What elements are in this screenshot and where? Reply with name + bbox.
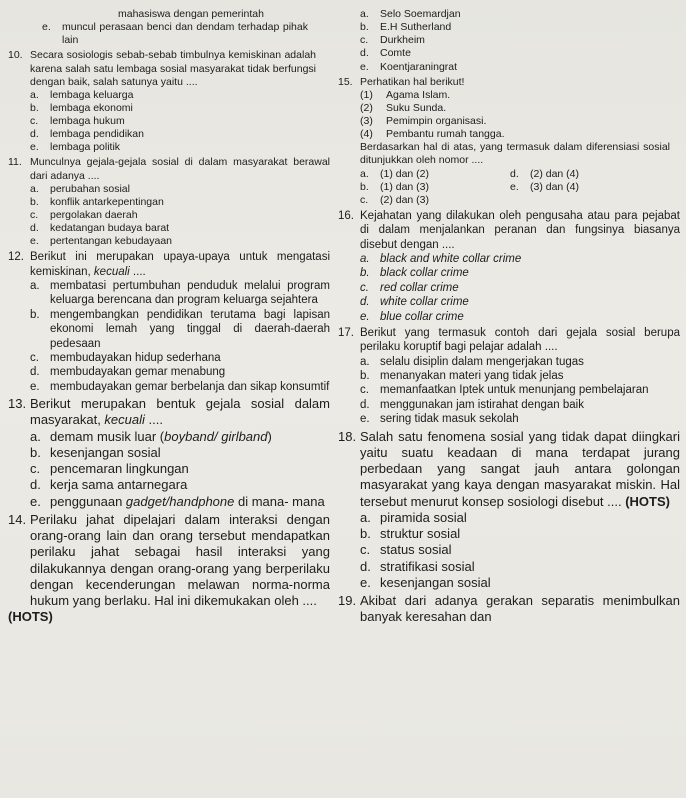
q10-option[interactable] <box>30 102 330 115</box>
q11-option[interactable] <box>30 235 330 248</box>
option-text: lembaga pendidikan <box>50 128 144 141</box>
option-text: memanfaatkan Iptek untuk menunjang pembelajaran <box>380 384 649 397</box>
q9-option[interactable] <box>360 8 680 21</box>
q12-option[interactable] <box>30 308 330 351</box>
q14-stem: Perilaku jahat dipelajari dalam interaksi dengan orang-orang lain dan orang tersebut mendapatkan perilaku jahat sebagai hasil interaksi yang dilakukannya dengan orang-orang yang berperilaku dengan kecenderungan melawan norma-norma hukum yang berlaku. Hal ini dikemukakan oleh .... <box>30 511 330 608</box>
q13-option[interactable] <box>30 494 330 510</box>
q11-option[interactable] <box>30 222 330 235</box>
option-letter: b. <box>360 267 370 280</box>
q17-option[interactable] <box>360 412 680 426</box>
option-letter: d. <box>360 398 370 411</box>
q15-number: 15. <box>338 75 353 88</box>
q16-option[interactable] <box>360 281 680 295</box>
statement-number: (4) <box>360 128 373 141</box>
option-text: blue collar crime <box>380 310 464 323</box>
q17-option[interactable] <box>360 383 680 397</box>
q11-stem: Munculnya gejala-gejala sosial di dalam masyarakat berawal dari adanya .... <box>30 156 330 182</box>
q15-statements <box>360 89 680 142</box>
option-text: lembaga politik <box>50 141 121 154</box>
option-letter: c. <box>30 461 41 476</box>
q16-option[interactable] <box>360 295 680 309</box>
question-9-continued <box>8 8 330 47</box>
option-text-end: di mana- mana <box>234 493 325 509</box>
q9-options <box>360 8 680 74</box>
q9-option-text: muncul perasaan benci dan dendam terhadap pihak lain <box>62 21 308 47</box>
option-letter: e. <box>30 141 39 154</box>
q13-option[interactable] <box>30 445 330 461</box>
option-text-italic: boyband/ girlband <box>164 428 268 444</box>
option-text: perubahan sosial <box>50 182 130 195</box>
option-text: black collar crime <box>380 267 469 280</box>
q16-options <box>360 252 680 324</box>
option-text: membudayakan gemar menabung <box>50 366 226 379</box>
option-letter: b. <box>360 370 370 382</box>
q12-number: 12. <box>8 251 24 264</box>
q18-option[interactable] <box>360 542 680 558</box>
option-text: konflik antarkepentingan <box>50 195 164 208</box>
q10-option[interactable] <box>30 115 330 128</box>
option-text: penggunaan <box>50 493 126 509</box>
q16-option[interactable] <box>360 310 680 324</box>
option-text: pertentangan kebudayaan <box>50 235 173 248</box>
statement-text: Suku Sunda. <box>386 101 447 114</box>
q17-number: 17. <box>338 326 354 339</box>
q16-stem: Kejahatan yang dilakukan oleh pengusaha atau para pejabat di dalam menjalankan peranan dan fungsinya biasanya disebut dengan .... <box>360 209 680 251</box>
option-letter: d. <box>30 128 39 141</box>
option-text: lembaga ekonomi <box>50 101 133 114</box>
option-text: red collar crime <box>380 281 459 294</box>
option-letter: e. <box>30 235 39 248</box>
question-10 <box>8 49 330 154</box>
q15-options <box>360 168 680 207</box>
option-text: kesenjangan sosial <box>380 574 491 590</box>
q18-number: 18. <box>338 428 357 444</box>
option-text: Durkheim <box>380 34 425 47</box>
q15-option[interactable] <box>360 194 510 207</box>
q13-option[interactable] <box>30 461 330 477</box>
option-letter: e. <box>360 60 369 73</box>
statement-number: (3) <box>360 115 373 127</box>
q15-statement <box>360 115 680 128</box>
q16-number: 16. <box>338 209 354 222</box>
option-text: kesenjangan sosial <box>50 444 161 460</box>
option-letter: d. <box>30 477 41 493</box>
option-letter: c. <box>360 542 371 558</box>
option-text: selalu disiplin dalam mengerjakan tugas <box>380 355 584 368</box>
question-17 <box>338 326 680 427</box>
option-text-end: ) <box>267 428 272 444</box>
option-letter: c. <box>360 34 369 47</box>
q13-stem-end: .... <box>144 412 163 428</box>
option-letter: d. <box>360 296 370 309</box>
option-text: membudayakan hidup sederhana <box>50 351 221 364</box>
option-text: menanyakan materi yang tidak jelas <box>380 370 564 382</box>
q11-number: 11. <box>8 156 22 169</box>
q15-note: Berdasarkan hal di atas, yang termasuk dalam diferensiasi sosial ditunjukkan oleh nomor .... <box>360 141 670 167</box>
q16-option[interactable] <box>360 252 680 266</box>
q10-stem: Secara sosiologis sebab-sebab timbulnya kemiskinan adalah karena salah satu lembaga sosial masyarakat tidak berfungsi dengan baik, salah satunya yaitu .... <box>30 49 316 88</box>
option-letter: b. <box>30 195 39 208</box>
option-letter: b. <box>30 444 41 460</box>
question-18 <box>338 429 680 592</box>
question-9-options <box>338 8 680 74</box>
q18-hots-tag: (HOTS) <box>625 493 670 509</box>
option-letter: c. <box>360 281 369 294</box>
option-text: membatasi pertumbuhan penduduk melalui program keluarga berencana dan program keluarga sejahtera <box>50 280 330 307</box>
q9-option[interactable] <box>360 34 680 47</box>
q15-statement <box>360 102 680 115</box>
option-letter: d. <box>510 167 519 180</box>
question-16 <box>338 209 680 324</box>
q18-option[interactable] <box>360 559 680 575</box>
q12-options <box>30 279 330 394</box>
option-letter: e. <box>360 413 370 426</box>
option-letter: c. <box>360 193 369 206</box>
option-letter: c. <box>360 384 369 397</box>
option-letter: e. <box>30 493 41 509</box>
option-text: (2) dan (3) <box>380 193 430 206</box>
q17-option[interactable] <box>360 369 680 383</box>
q10-number: 10. <box>8 49 23 62</box>
option-letter: c. <box>30 208 39 221</box>
option-letter: a. <box>360 509 371 525</box>
question-14 <box>8 512 330 625</box>
q15-stem: Perhatikan hal berikut! <box>360 75 465 88</box>
option-text: (3) dan (4) <box>530 180 580 193</box>
option-text: mengembangkan pendidikan terutama bagi lapisan ekonomi lemah yang tinggal di daerah-daerah pedesaan <box>50 308 330 350</box>
q9-option[interactable] <box>360 21 680 34</box>
statement-text: Pemimpin organisasi. <box>386 115 487 127</box>
q17-option[interactable] <box>360 355 680 369</box>
option-letter: a. <box>30 182 39 195</box>
option-text: Selo Soemardjan <box>380 8 461 20</box>
q19-stem: Akibat dari adanya gerakan separatis menimbulkan banyak keresahan dan <box>360 593 680 625</box>
q17-option[interactable] <box>360 398 680 412</box>
option-text: white collar crime <box>380 296 469 309</box>
q12-option[interactable] <box>30 380 330 394</box>
q12-option[interactable] <box>30 351 330 365</box>
question-15 <box>338 76 680 207</box>
q9-option[interactable] <box>360 47 680 60</box>
q15-option[interactable] <box>360 168 510 181</box>
q13-stem-except: kecuali <box>104 412 145 428</box>
q13-options <box>30 429 330 510</box>
q11-options <box>30 183 330 249</box>
q13-number: 13. <box>8 396 27 411</box>
question-13 <box>8 396 330 510</box>
option-letter: d. <box>30 366 40 379</box>
q18-option[interactable] <box>360 510 680 526</box>
option-text: menggunakan jam istirahat dengan baik <box>380 398 584 411</box>
q9-option[interactable] <box>360 61 680 74</box>
option-letter: b. <box>30 101 39 114</box>
option-text: membudayakan gemar berbelanja dan sikap konsumtif <box>50 380 330 393</box>
option-letter: a. <box>360 8 369 20</box>
q15-option[interactable] <box>360 181 510 194</box>
q18-stem: Salah satu fenomena sosial yang tidak dapat diingkari yaitu suatu keadaan di mana terdapat jurang perbedaan yang sangat jauh antara golongan masyarakat yang kaya dengan masyarakat miskin. Hal tersebut menurut konsep sosiologi disebut .... <box>360 428 680 509</box>
q12-stem-end: .... <box>129 265 146 278</box>
option-letter: b. <box>30 308 40 321</box>
right-column <box>338 8 680 628</box>
q12-stem: Berikut ini merupakan upaya-upaya untuk mengatasi kemiskinan, <box>30 251 330 278</box>
option-text: E.H Sutherland <box>380 21 452 34</box>
q15-statement <box>360 89 680 102</box>
option-letter: d. <box>360 558 371 574</box>
q12-option[interactable] <box>30 365 330 379</box>
option-text: Comte <box>380 47 411 60</box>
q11-option[interactable] <box>30 209 330 222</box>
q14-number: 14. <box>8 511 27 527</box>
q17-options <box>360 355 680 427</box>
option-text: (1) dan (3) <box>380 180 430 193</box>
q19-number: 19. <box>338 593 357 608</box>
option-letter: e. <box>510 180 519 193</box>
q9-stem-continuation: mahasiswa dengan pemerintah <box>118 8 264 20</box>
option-text: lembaga keluarga <box>50 88 134 101</box>
option-letter: d. <box>30 222 39 234</box>
question-11 <box>8 156 330 248</box>
option-letter: b. <box>360 180 369 193</box>
q15-statement <box>360 128 680 141</box>
option-text: kerja sama antarnegara <box>50 477 188 493</box>
statement-number: (1) <box>360 88 373 101</box>
option-text-italic: gadget/handphone <box>125 493 235 509</box>
q18-option[interactable] <box>360 526 680 542</box>
option-text: kedatangan budaya barat <box>50 222 170 234</box>
q10-option[interactable] <box>30 128 330 141</box>
statement-text: Pembantu rumah tangga. <box>386 128 505 141</box>
option-text: stratifikasi sosial <box>380 558 475 574</box>
q10-option[interactable] <box>30 89 330 102</box>
option-text: pergolakan daerah <box>50 208 138 221</box>
left-column <box>8 8 330 626</box>
option-letter: a. <box>30 280 40 292</box>
option-text: Koentjaraningrat <box>380 60 458 73</box>
option-text: sering tidak masuk sekolah <box>380 413 519 426</box>
option-letter: d. <box>360 47 369 60</box>
option-letter: e. <box>360 310 370 323</box>
q15-option[interactable] <box>510 181 579 194</box>
option-text: pencemaran lingkungan <box>50 461 189 476</box>
option-text: lembaga hukum <box>50 115 125 127</box>
option-letter: c. <box>30 115 39 127</box>
option-letter: a. <box>360 355 370 368</box>
option-letter: e. <box>30 380 40 393</box>
q17-stem: Berikut yang termasuk contoh dari gejala sosial berupa perilaku koruptif bagi pelajar adalah .... <box>360 326 680 354</box>
option-letter: b. <box>360 21 369 34</box>
question-12 <box>8 250 330 394</box>
option-text: status sosial <box>380 542 452 558</box>
option-text: (1) dan (2) <box>380 167 430 180</box>
option-letter: a. <box>30 88 39 101</box>
option-text: (2) dan (4) <box>530 167 580 180</box>
q10-options <box>30 89 330 155</box>
option-letter: e. <box>360 574 371 590</box>
q16-option[interactable] <box>360 266 680 280</box>
option-text: piramida sosial <box>380 509 467 525</box>
q12-stem-except: kecuali <box>93 265 130 278</box>
option-letter: a. <box>360 253 370 265</box>
statement-text: Agama Islam. <box>386 88 451 101</box>
statement-number: (2) <box>360 101 373 114</box>
q13-stem: Berikut merupakan bentuk gejala sosial dalam masyarakat, <box>30 396 330 428</box>
option-letter: b. <box>360 526 371 541</box>
q13-option[interactable] <box>30 429 330 445</box>
q18-option[interactable] <box>360 575 680 591</box>
option-letter: c. <box>30 351 39 364</box>
q9-option-letter: e. <box>42 21 51 34</box>
q10-option[interactable] <box>30 141 330 154</box>
q14-hots-tag: (HOTS) <box>8 609 53 625</box>
q15-option[interactable] <box>510 168 579 181</box>
option-text: black and white collar crime <box>380 253 522 265</box>
option-text: demam musik luar ( <box>50 428 165 444</box>
q11-option[interactable] <box>30 196 330 209</box>
option-letter: a. <box>30 428 41 444</box>
q13-option[interactable] <box>30 477 330 493</box>
q18-options <box>360 510 680 591</box>
q11-option[interactable] <box>30 183 330 196</box>
q12-option[interactable] <box>30 279 330 308</box>
question-19 <box>338 593 680 626</box>
option-letter: a. <box>360 167 369 180</box>
option-text: struktur sosial <box>380 526 461 541</box>
